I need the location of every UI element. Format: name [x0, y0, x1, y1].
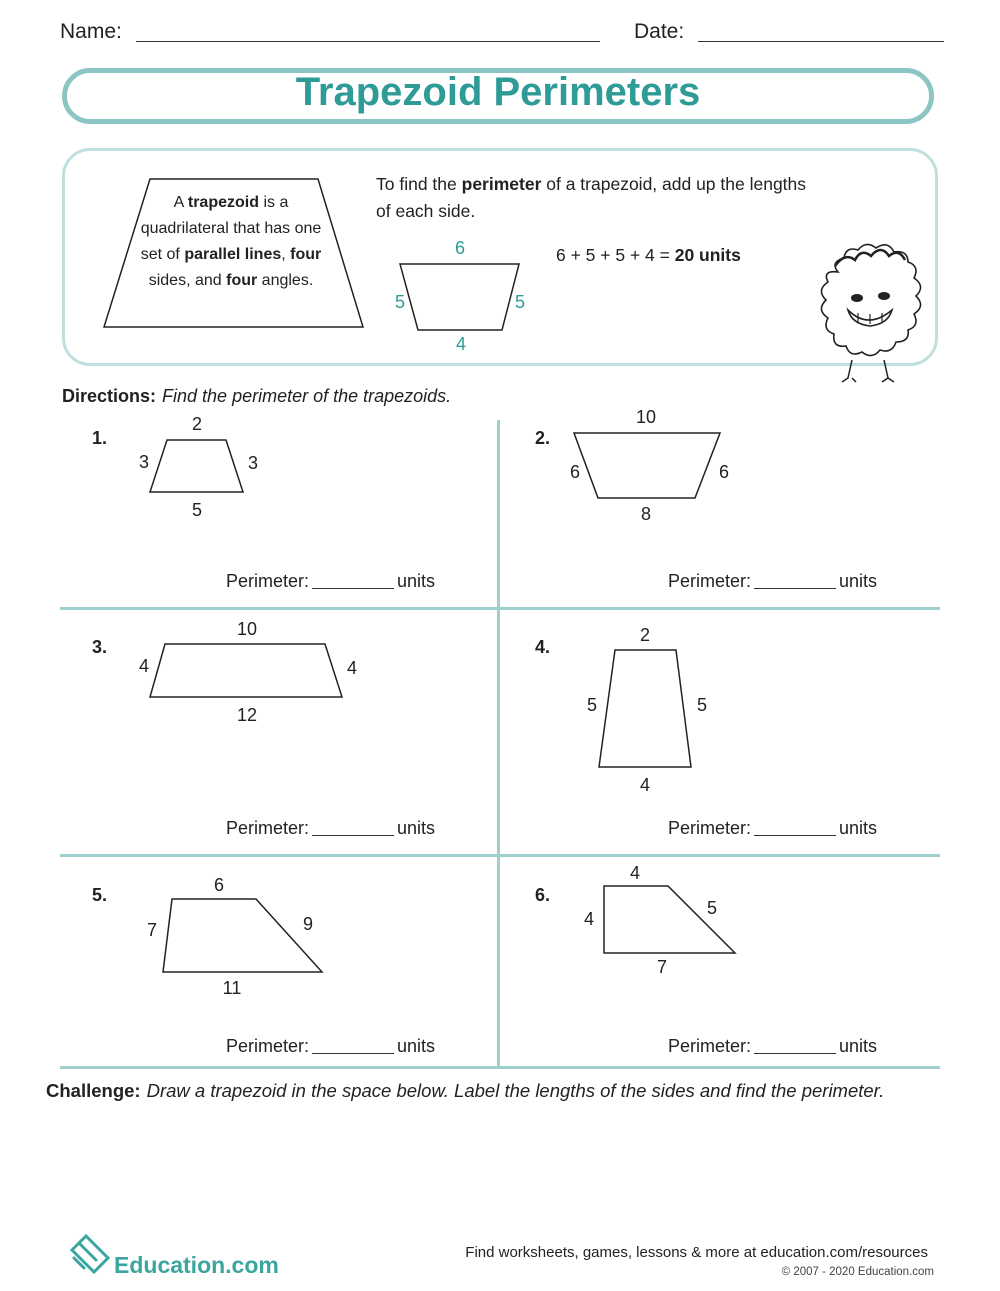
trapezoid-definition: A trapezoid is a quadrilateral that has one set of parallel lines, four sides, and four angles.: [140, 194, 322, 289]
footer-resources-link[interactable]: Find worksheets, games, lessons & more at education.com/resources: [465, 1244, 928, 1261]
problem-3-perimeter[interactable]: Perimeter: units: [226, 818, 436, 838]
problem-6-number: 6.: [535, 885, 551, 905]
problem-6-perimeter[interactable]: Perimeter: units: [668, 1036, 878, 1056]
example-top-label: 6: [454, 238, 465, 258]
problem-4-perimeter[interactable]: Perimeter: units: [668, 818, 878, 838]
page-title: Trapezoid Perimeters: [295, 70, 701, 114]
problem-2-bottom: 8: [640, 504, 651, 524]
problem-5-top: 6: [213, 875, 224, 895]
problem-4-left: 5: [586, 695, 597, 715]
footer-copyright: © 2007 - 2020 Education.com: [781, 1266, 934, 1278]
problem-2-perimeter[interactable]: Perimeter: units: [668, 571, 878, 591]
problem-3-top: 10: [236, 619, 258, 639]
problem-6-top: 4: [629, 863, 640, 883]
problem-6-right: 5: [706, 898, 717, 918]
perimeter-instruction: To find the perimeter of a trapezoid, add up the lengths of each side.: [376, 174, 807, 221]
problem-6-bottom: 7: [656, 957, 667, 977]
example-left-label: 5: [394, 292, 405, 312]
problem-1-left: 3: [138, 452, 149, 472]
problem-1-number: 1.: [92, 428, 108, 448]
problem-5-perimeter[interactable]: Perimeter: units: [226, 1036, 436, 1056]
problem-3-left: 4: [138, 656, 149, 676]
directions: Directions: Find the perimeter of the trapezoids.: [62, 386, 452, 406]
problem-5-number: 5.: [92, 885, 108, 905]
example-right-label: 5: [514, 292, 525, 312]
problem-1-top: 2: [191, 414, 202, 434]
footer-brand[interactable]: Education.com: [114, 1252, 279, 1278]
problem-6-left: 4: [583, 909, 594, 929]
problem-5-bottom: 11: [222, 978, 242, 998]
problem-5-right: 9: [302, 914, 313, 934]
problem-2-number: 2.: [535, 428, 551, 448]
challenge: Challenge: Draw a trapezoid in the space below. Label the lengths of the sides and find the perimeter.: [46, 1080, 885, 1101]
problem-1-right: 3: [247, 453, 258, 473]
problem-4-bottom: 4: [639, 775, 650, 795]
date-label: Date:: [634, 20, 685, 43]
problem-2-left: 6: [569, 462, 580, 482]
problem-1-bottom: 5: [191, 500, 202, 520]
example-bottom-label: 4: [455, 334, 466, 354]
problem-4-number: 4.: [535, 637, 551, 657]
problem-5-left: 7: [146, 920, 157, 940]
problem-3-number: 3.: [92, 637, 108, 657]
problem-4-right: 5: [696, 695, 707, 715]
problem-4-top: 2: [639, 625, 650, 645]
name-label: Name:: [60, 20, 122, 43]
problem-3-right: 4: [346, 658, 357, 678]
problem-2-top: 10: [635, 407, 657, 427]
problem-1-perimeter[interactable]: Perimeter: units: [226, 571, 436, 591]
problem-2-right: 6: [718, 462, 729, 482]
example-equation: 6 + 5 + 5 + 4 = 20 units: [556, 245, 741, 265]
problem-3-bottom: 12: [236, 705, 258, 725]
